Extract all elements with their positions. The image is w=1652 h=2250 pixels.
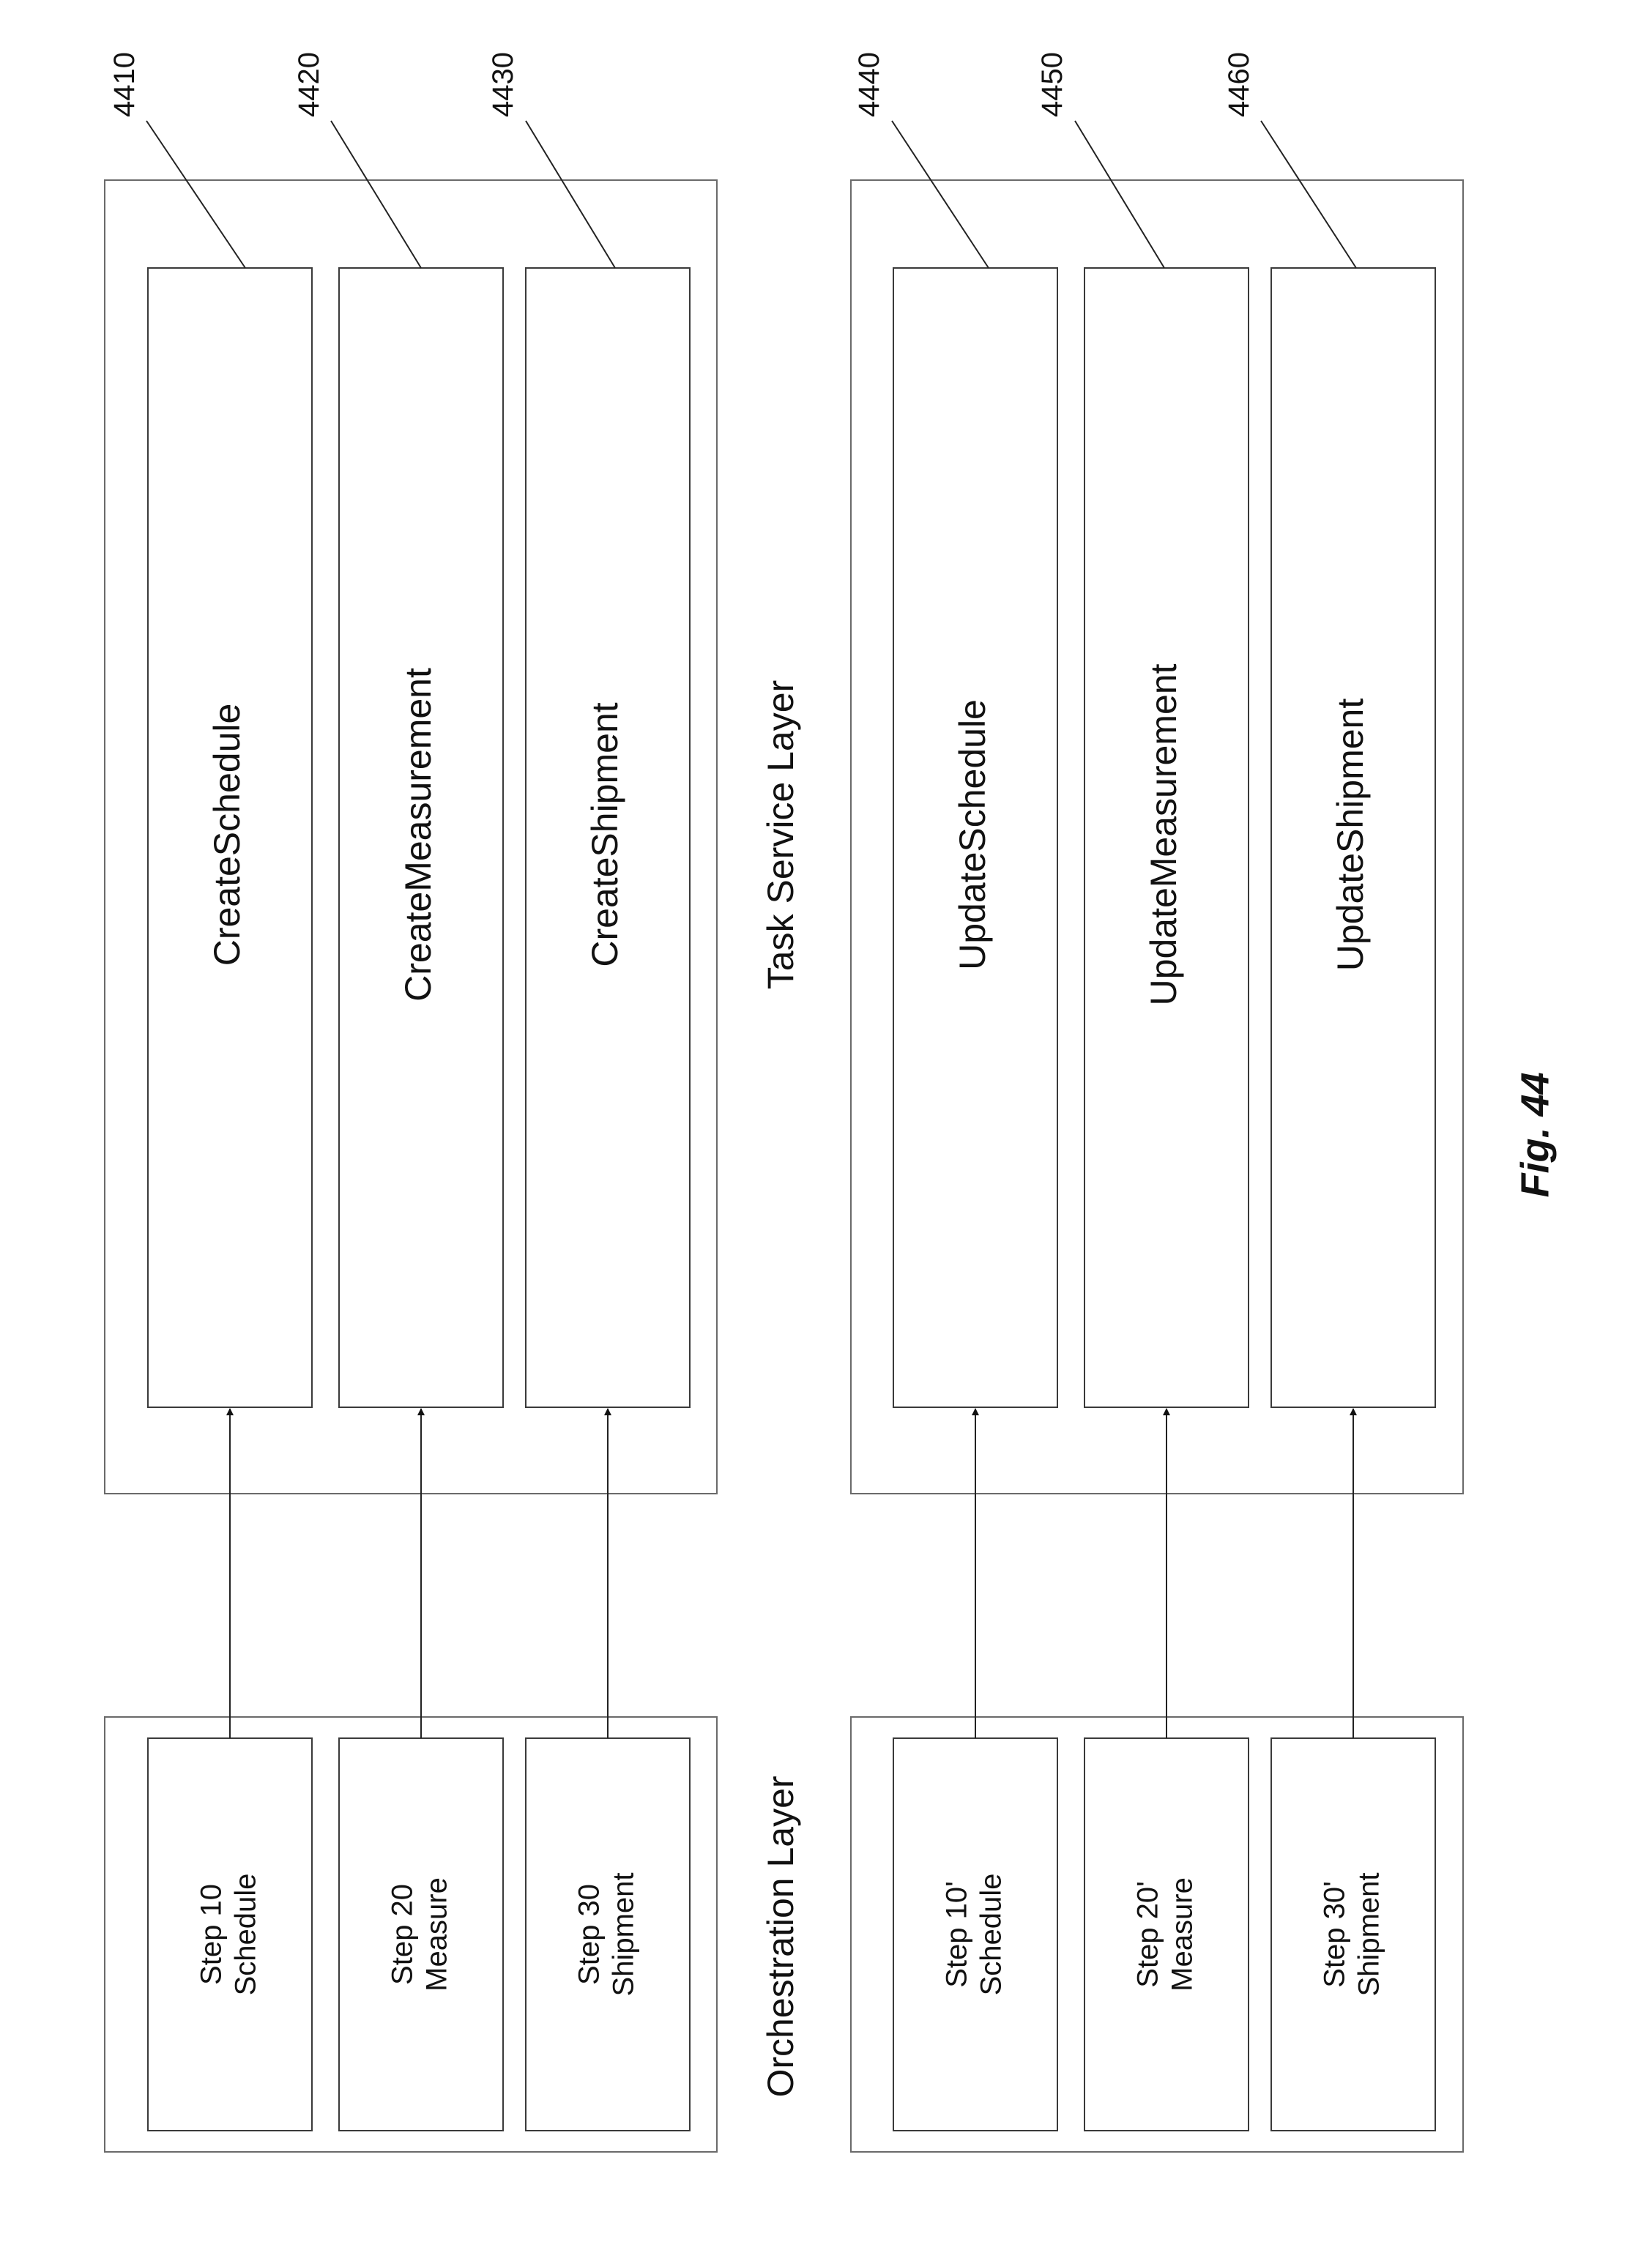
step-label-30 [573,1873,640,1997]
step-label-line2: Shipment [607,1872,640,1997]
ref-numeral-4460: 4460 [1223,52,1255,117]
step-label-20 [387,1877,453,1992]
service-label-create-schedule: CreateSchedule [206,703,248,966]
leader-line-4410 [146,121,245,268]
ref-numeral-4410: 4410 [108,52,141,117]
step-label-line2: Shipment [1353,1872,1385,1997]
step-label-line2: Schedule [975,1873,1008,1996]
leader-line-4440 [892,121,989,268]
orchestration-layer-label: Orchestration Layer [760,1776,802,2098]
step-label-line1: Step 10 [195,1884,228,1985]
step-label-line1: Step 20' [1131,1881,1164,1988]
leader-line-4420 [331,121,421,268]
leader-line-4460 [1261,121,1356,268]
step-label-line2: Measure [1166,1877,1199,1992]
step-label-10-prime [941,1874,1008,1996]
service-label-update-measurement: UpdateMeasurement [1143,663,1185,1006]
service-label-update-schedule: UpdateSchedule [952,699,994,970]
leader-line-4450 [1075,121,1164,268]
step-label-line1: Step 30' [1318,1881,1351,1988]
ref-numeral-4450: 4450 [1036,52,1068,117]
step-label-10 [196,1874,262,1996]
service-label-create-shipment: CreateShipment [584,702,626,967]
step-label-line1: Step 10' [940,1881,973,1988]
step-label-30-prime [1319,1873,1385,1997]
service-label-create-measurement: CreateMeasurement [398,668,439,1002]
step-label-20-prime [1132,1877,1199,1992]
leader-line-4430 [526,121,615,268]
step-label-line1: Step 20 [386,1884,419,1985]
task-service-layer-label: Task Service Layer [760,679,802,990]
step-label-line2: Schedule [229,1873,262,1996]
step-label-line1: Step 30 [573,1884,606,1985]
figure-label: Fig. 44 [1513,1072,1558,1198]
ref-numeral-4430: 4430 [487,52,519,117]
step-label-line2: Measure [420,1877,453,1992]
service-label-update-shipment: UpdateShipment [1330,698,1372,972]
ref-numeral-4420: 4420 [293,52,325,117]
ref-numeral-4440: 4440 [853,52,885,117]
